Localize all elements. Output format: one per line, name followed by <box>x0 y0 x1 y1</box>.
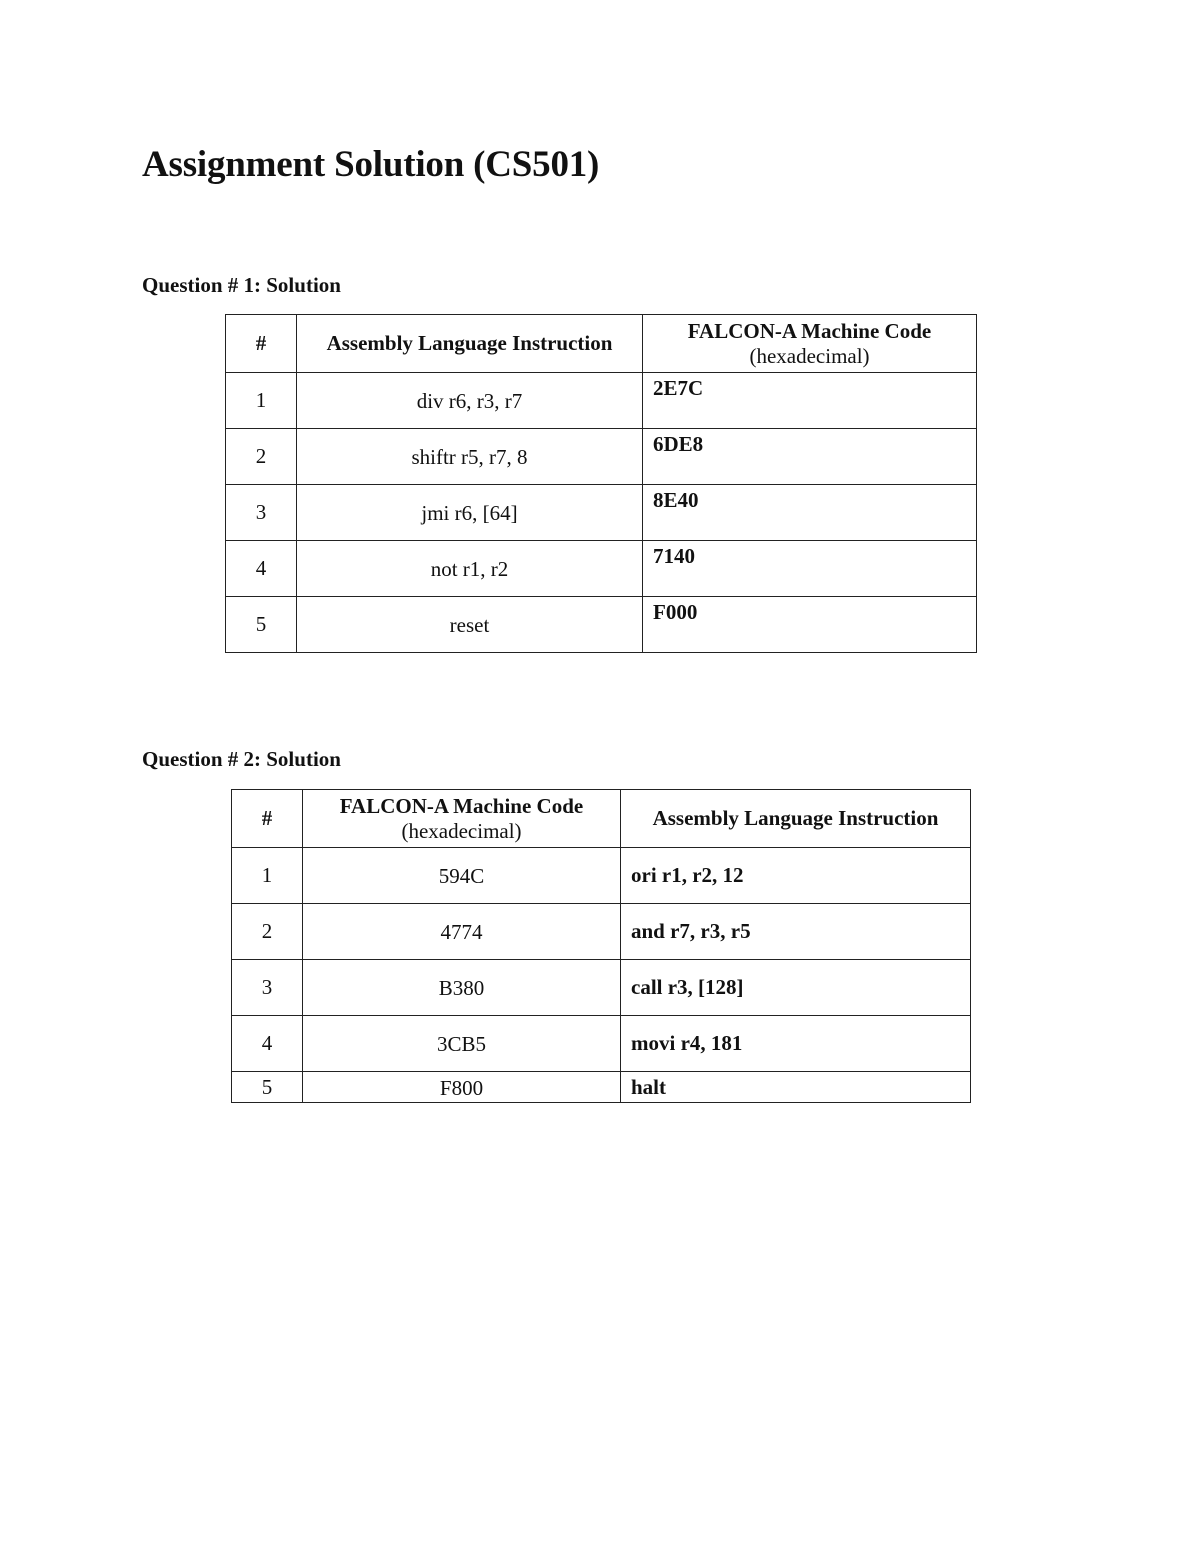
row-number: 5 <box>226 597 297 653</box>
question-2-table <box>231 789 971 1103</box>
header-machine-code <box>643 315 977 373</box>
row-number: 3 <box>226 485 297 541</box>
row-machine-code: F800 <box>303 1072 621 1103</box>
row-instruction: ori r1, r2, 12 <box>621 848 971 904</box>
row-number: 2 <box>226 429 297 485</box>
table-row <box>232 904 971 960</box>
header-instruction: Assembly Language Instruction <box>297 315 643 373</box>
table-row <box>226 429 977 485</box>
question-1-table <box>225 314 977 653</box>
row-number: 2 <box>232 904 303 960</box>
table-header-row <box>226 315 977 373</box>
row-machine-code: 2E7C <box>643 373 977 429</box>
row-instruction: shiftr r5, r7, 8 <box>297 429 643 485</box>
row-machine-code: 3CB5 <box>303 1016 621 1072</box>
row-number: 4 <box>232 1016 303 1072</box>
row-instruction: jmi r6, [64] <box>297 485 643 541</box>
row-machine-code: F000 <box>643 597 977 653</box>
row-instruction: div r6, r3, r7 <box>297 373 643 429</box>
row-number: 1 <box>232 848 303 904</box>
row-machine-code: B380 <box>303 960 621 1016</box>
header-number: # <box>226 315 297 373</box>
table-row <box>232 960 971 1016</box>
header-machine-code-label: FALCON-A Machine Code <box>687 318 932 343</box>
header-number: # <box>232 790 303 848</box>
row-machine-code: 594C <box>303 848 621 904</box>
row-machine-code: 8E40 <box>643 485 977 541</box>
header-machine-code <box>303 790 621 848</box>
row-instruction: halt <box>621 1072 971 1103</box>
row-instruction: and r7, r3, r5 <box>621 904 971 960</box>
table-row <box>226 485 977 541</box>
row-instruction: movi r4, 181 <box>621 1016 971 1072</box>
header-instruction: Assembly Language Instruction <box>621 790 971 848</box>
table-header-row <box>232 790 971 848</box>
table-row <box>232 1016 971 1072</box>
row-machine-code: 6DE8 <box>643 429 977 485</box>
row-number: 4 <box>226 541 297 597</box>
question-1-heading: Question # 1: Solution <box>142 273 341 297</box>
row-number: 5 <box>232 1072 303 1103</box>
row-number: 3 <box>232 960 303 1016</box>
row-machine-code: 7140 <box>643 541 977 597</box>
row-number: 1 <box>226 373 297 429</box>
table-row <box>232 848 971 904</box>
row-instruction: not r1, r2 <box>297 541 643 597</box>
table-row <box>226 541 977 597</box>
row-instruction: call r3, [128] <box>621 960 971 1016</box>
header-machine-code-sub: (hexadecimal) <box>401 818 522 843</box>
header-machine-code-label: FALCON-A Machine Code <box>339 793 584 818</box>
table-row <box>226 597 977 653</box>
table-row <box>232 1072 971 1103</box>
page-title: Assignment Solution (CS501) <box>142 144 600 185</box>
question-2-heading: Question # 2: Solution <box>142 747 341 771</box>
row-machine-code: 4774 <box>303 904 621 960</box>
header-machine-code-sub: (hexadecimal) <box>749 343 870 368</box>
table-row <box>226 373 977 429</box>
row-instruction: reset <box>297 597 643 653</box>
